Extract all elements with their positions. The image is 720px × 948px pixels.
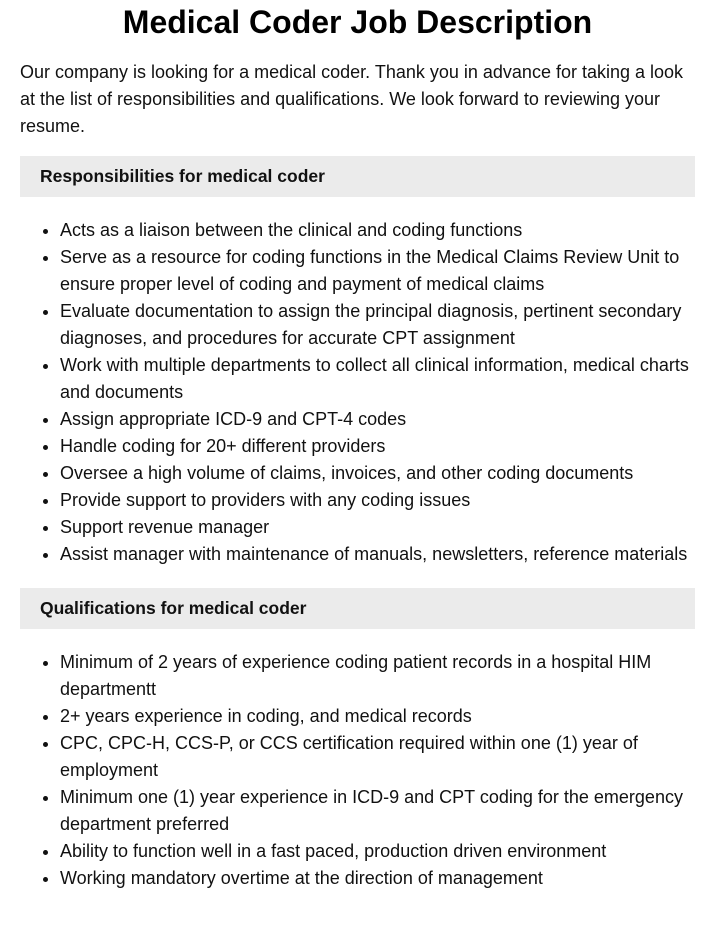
list-item: • Assist manager with maintenance of manuals, newsletters, reference materials <box>60 541 695 568</box>
list-item: • Evaluate documentation to assign the principal diagnosis, pertinent secondary diagnoses, and procedures for accurate CPT assignment <box>60 298 695 352</box>
list-item: • Minimum of 2 years of experience coding patient records in a hospital HIM departmentt <box>60 649 695 703</box>
responsibilities-list <box>20 217 695 568</box>
list-item: • Assign appropriate ICD-9 and CPT-4 codes <box>60 406 695 433</box>
list-item: • Work with multiple departments to collect all clinical information, medical charts and documents <box>60 352 695 406</box>
list-item: • Acts as a liaison between the clinical and coding functions <box>60 217 695 244</box>
list-item: • 2+ years experience in coding, and medical records <box>60 703 695 730</box>
qualifications-heading: Qualifications for medical coder <box>20 588 695 629</box>
list-item: • Provide support to providers with any coding issues <box>60 487 695 514</box>
list-item: • CPC, CPC-H, CCS-P, or CCS certification required within one (1) year of employment <box>60 730 695 784</box>
list-item: • Oversee a high volume of claims, invoices, and other coding documents <box>60 460 695 487</box>
list-item: • Support revenue manager <box>60 514 695 541</box>
qualifications-list <box>20 649 695 892</box>
list-item: • Serve as a resource for coding functions in the Medical Claims Review Unit to ensure proper level of coding and payment of medical claims <box>60 244 695 298</box>
responsibilities-heading: Responsibilities for medical coder <box>20 156 695 197</box>
intro-paragraph: Our company is looking for a medical coder. Thank you in advance for taking a look at the list of responsibilities and qualifications. We look forward to reviewing your resume. <box>20 62 684 136</box>
list-item: • Ability to function well in a fast paced, production driven environment <box>60 838 695 865</box>
list-item: • Handle coding for 20+ different providers <box>60 433 695 460</box>
list-item: • Minimum one (1) year experience in ICD-9 and CPT coding for the emergency department preferred <box>60 784 695 838</box>
list-item: • Working mandatory overtime at the direction of management <box>60 865 695 892</box>
page-title: Medical Coder Job Description <box>122 4 593 40</box>
